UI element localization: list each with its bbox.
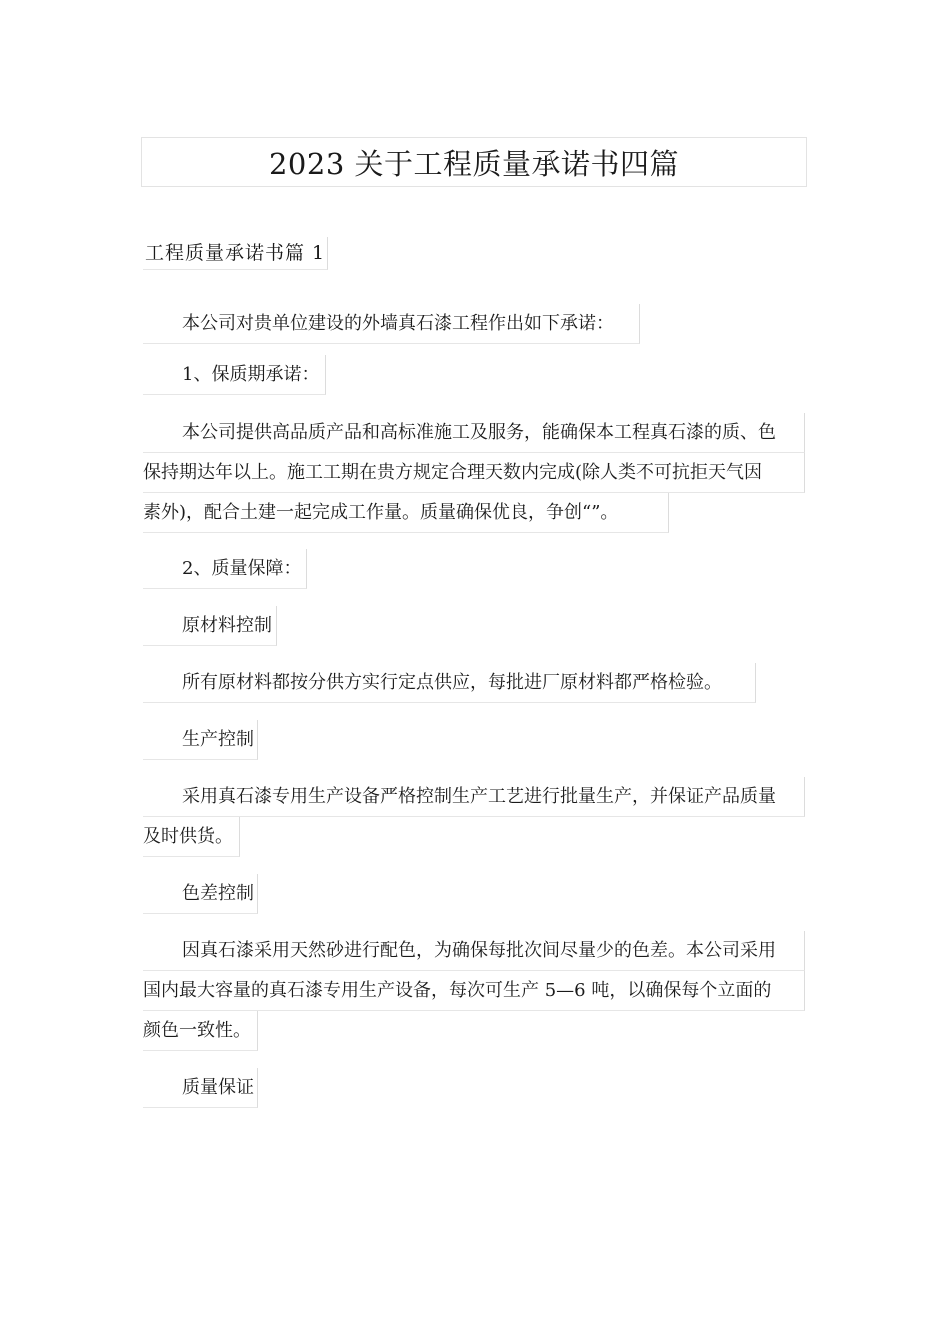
paragraph-line: 所有原材料都按分供方实行定点供应，每批进厂原材料都严格检验。 (143, 663, 756, 703)
paragraph-color-body (143, 931, 805, 1051)
paragraph-color-heading (143, 874, 258, 914)
paragraph-raw-material-heading (143, 606, 277, 646)
paragraph-assurance-heading (143, 1068, 258, 1108)
paragraph-line: 1、保质期承诺： (143, 355, 326, 395)
document-title (141, 137, 807, 187)
paragraph-line: 素外)，配合土建一起完成工作量。质量确保优良，争创“”。 (143, 493, 669, 533)
paragraph-quality-heading (143, 549, 307, 589)
paragraph-line: 2、质量保障： (143, 549, 307, 589)
section-heading: 工程质量承诺书篇 1 (143, 237, 328, 270)
paragraph-warranty-body (143, 413, 805, 533)
paragraph-line: 本公司对贵单位建设的外墙真石漆工程作出如下承诺： (143, 304, 640, 344)
paragraph-line: 保持期达年以上。施工工期在贵方规定合理天数内完成(除人类不可抗拒天气因 (143, 453, 805, 493)
paragraph-line: 国内最大容量的真石漆专用生产设备，每次可生产 5—6 吨，以确保每个立面的 (143, 971, 805, 1011)
paragraph-production-body (143, 777, 805, 857)
document-title-text: 2023 关于工程质量承诺书四篇 (268, 146, 680, 181)
paragraph-line: 颜色一致性。 (143, 1011, 258, 1051)
paragraph-line: 原材料控制 (143, 606, 277, 646)
paragraph-line: 色差控制 (143, 874, 258, 914)
paragraph-line: 质量保证 (143, 1068, 258, 1108)
paragraph-line: 及时供货。 (143, 817, 240, 857)
paragraph-line: 采用真石漆专用生产设备严格控制生产工艺进行批量生产，并保证产品质量 (143, 777, 805, 817)
paragraph-line: 生产控制 (143, 720, 258, 760)
paragraph-raw-material-body (143, 663, 756, 703)
paragraph-line: 本公司提供高品质产品和高标准施工及服务，能确保本工程真石漆的质、色 (143, 413, 805, 453)
paragraph-warranty-heading (143, 355, 326, 395)
paragraph-intro (143, 304, 640, 344)
paragraph-line: 因真石漆采用天然砂进行配色，为确保每批次间尽量少的色差。本公司采用 (143, 931, 805, 971)
paragraph-production-heading (143, 720, 258, 760)
